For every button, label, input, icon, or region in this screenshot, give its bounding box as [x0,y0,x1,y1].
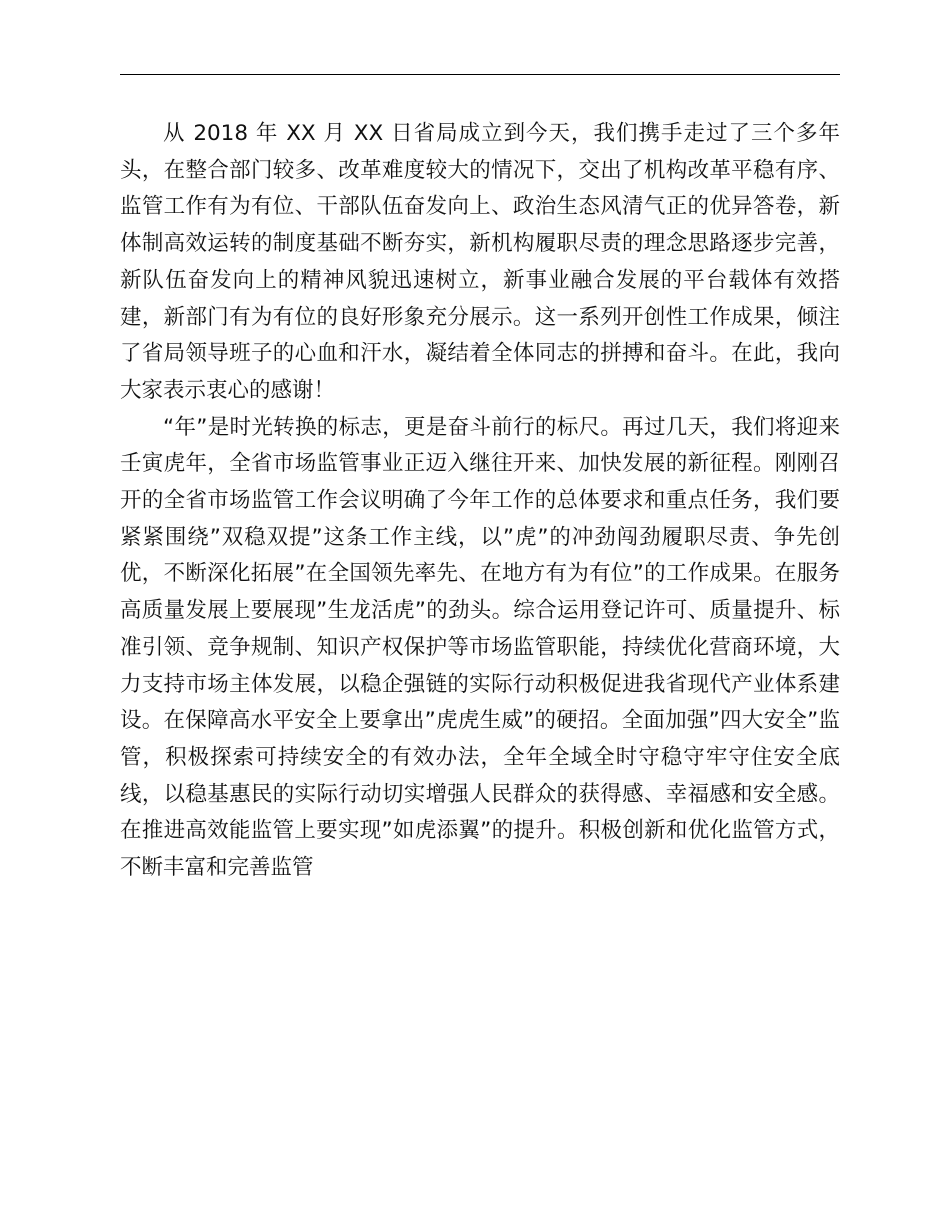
paragraph-1: 从 2018 年 XX 月 XX 日省局成立到今天，我们携手走过了三个多年头，在整合部门较多、改革难度较大的情况下，交出了机构改革平稳有序、监管工作有为有位、干部队伍奋发向上、政治生态风清气正的优异答卷，新体制高效运转的制度基础不断夯实，新机构履职尽责的理念思路逐步完善，新队伍奋发向上的精神风貌迅速树立，新事业融合发展的平台载体有效搭建，新部门有为有位的良好形象充分展示。这一系列开创性工作成果，倾注了省局领导班子的心血和汗水，凝结着全体同志的拼搏和奋斗。在此，我向大家表示衷心的感谢！ [120,121,840,403]
document-body [120,116,840,887]
paragraph-2: “年”是时光转换的标志，更是奋斗前行的标尺。再过几天，我们将迎来壬寅虎年，全省市场监管事业正迈入继往开来、加快发展的新征程。刚刚召开的全省市场监管工作会议明确了今年工作的总体要求和重点任务，我们要紧紧围绕”双稳双提”这条工作主线，以”虎”的冲劲闯劲履职尽责、争先创优，不断深化拓展”在全国领先率先、在地方有为有位”的工作成果。在服务高质量发展上要展现”生龙活虎”的劲头。综合运用登记许可、质量提升、标准引领、竞争规制、知识产权保护等市场监管职能，持续优化营商环境，大力支持市场主体发展，以稳企强链的实际行动积极促进我省现代产业体系建设。在保障高水平安全上要拿出”虎虎生威”的硬招。全面加强”四大安全”监管，积极探索可持续安全的有效办法，全年全域全时守稳守牢守住安全底线，以稳基惠民的实际行动切实增强人民群众的获得感、幸福感和安全感。在推进高效能监管上要实现”如虎添翼”的提升。积极创新和优化监管方式，不断丰富和完善监管 [120,414,840,881]
header-rule [120,74,840,75]
